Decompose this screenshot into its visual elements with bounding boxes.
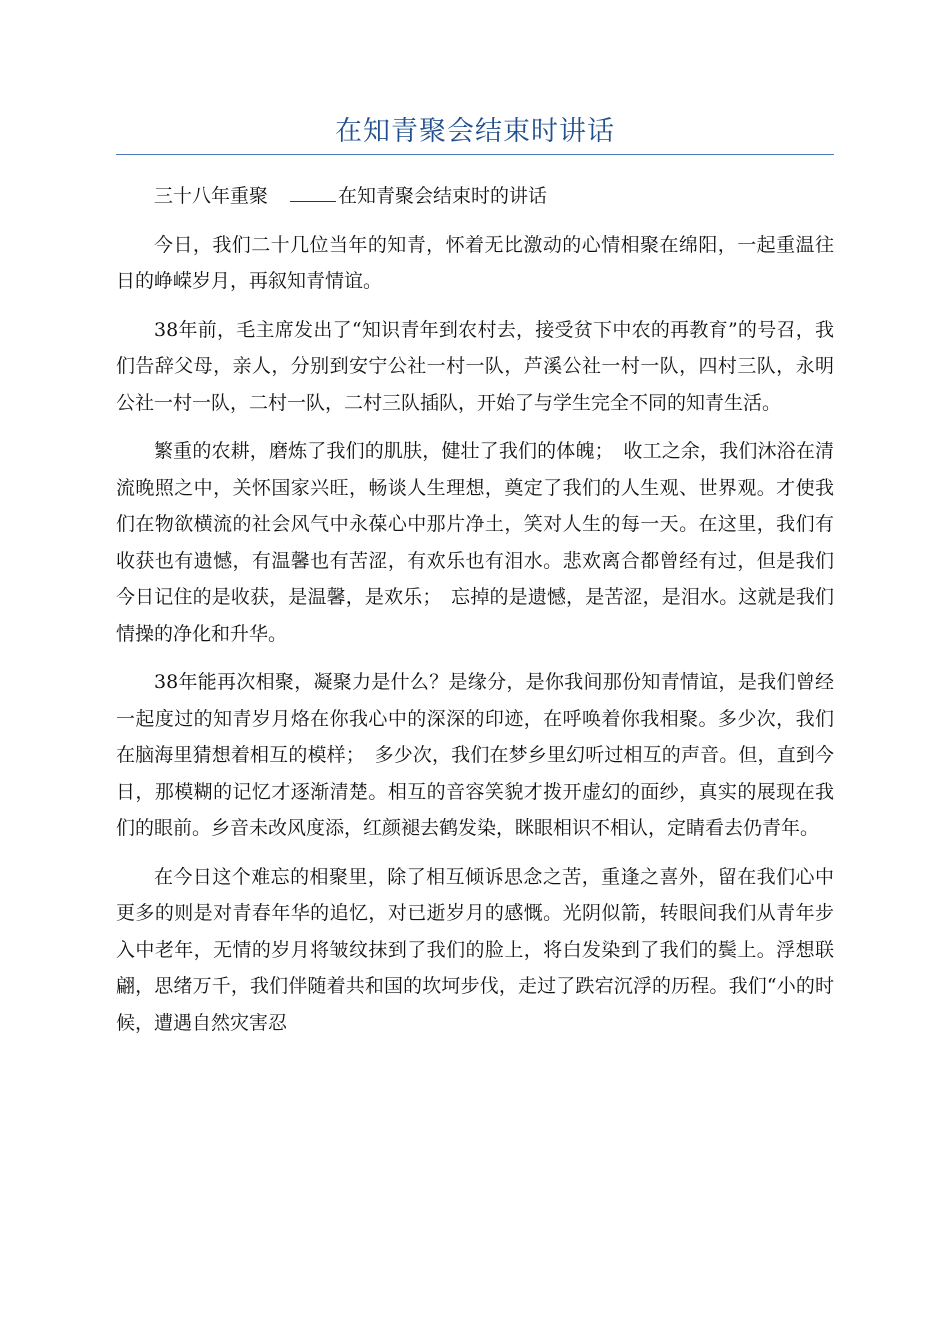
document-title: 在知青聚会结束时讲话 bbox=[335, 116, 615, 147]
title-underline bbox=[116, 154, 834, 155]
subtitle-blank-line bbox=[290, 187, 336, 202]
subtitle-right: 在知青聚会结束时的讲话 bbox=[338, 185, 548, 207]
document-body bbox=[116, 178, 834, 1053]
paragraph-2: 38年前，毛主席发出了“知识青年到农村去，接受贫下中农的再教育”的号召，我们告辞父母，亲人，分别到安宁公社一村一队，芦溪公社一村一队，四村三队，永明公社一村一队，二村一队，二村三队插队，开始了与学生完全不同的知青生活。 bbox=[116, 318, 834, 414]
paragraph-1: 今日，我们二十几位当年的知青，怀着无比激动的心情相聚在绵阳，一起重温往日的峥嵘岁月，再叙知青情谊。 bbox=[116, 233, 834, 292]
subtitle-left: 三十八年重聚 bbox=[154, 185, 269, 207]
paragraph-4: 38年能再次相聚，凝聚力是什么？是缘分，是你我间那份知青情谊，是我们曾经一起度过的知青岁月烙在你我心中的深深的印迹，在呼唤着你我相聚。多少次，我们在脑海里猜想着相互的模样； 多少次，我们在梦乡里幻听过相互的声音。但，直到今日，那模糊的记忆才逐渐清楚。相互的音容笑貌才拨开虚幻的面纱，真实的展现在我们的眼前。乡音未改风度添，红颜褪去鹤发染，眯眼相识不相认，定睛看去仍青年。 bbox=[116, 671, 834, 839]
paragraph-3: 繁重的农耕，磨炼了我们的肌肤，健壮了我们的体魄； 收工之余，我们沐浴在清流晚照之中，关怀国家兴旺，畅谈人生理想，奠定了我们的人生观、世界观。才使我们在物欲横流的社会风气中永葆心中那片净土，笑对人生的每一天。在这里，我们有收获也有遗憾，有温馨也有苦涩，有欢乐也有泪水。悲欢离合都曾经有过，但是我们今日记住的是收获，是温馨，是欢乐； 忘掉的是遗憾，是苦涩，是泪水。这就是我们情操的净化和升华。 bbox=[116, 440, 834, 645]
paragraph-5: 在今日这个难忘的相聚里，除了相互倾诉思念之苦，重逢之喜外，留在我们心中更多的则是对青春年华的追忆，对已逝岁月的感慨。光阴似箭，转眼间我们从青年步入中老年，无情的岁月将皱纹抹到了我们的脸上，将白发染到了我们的鬓上。浮想联翩，思绪万千，我们伴随着共和国的坎坷步伐，走过了跌宕沉浮的历程。我们“小的时候，遭遇自然灾害忍 bbox=[116, 865, 834, 1034]
document-subtitle bbox=[116, 178, 834, 215]
